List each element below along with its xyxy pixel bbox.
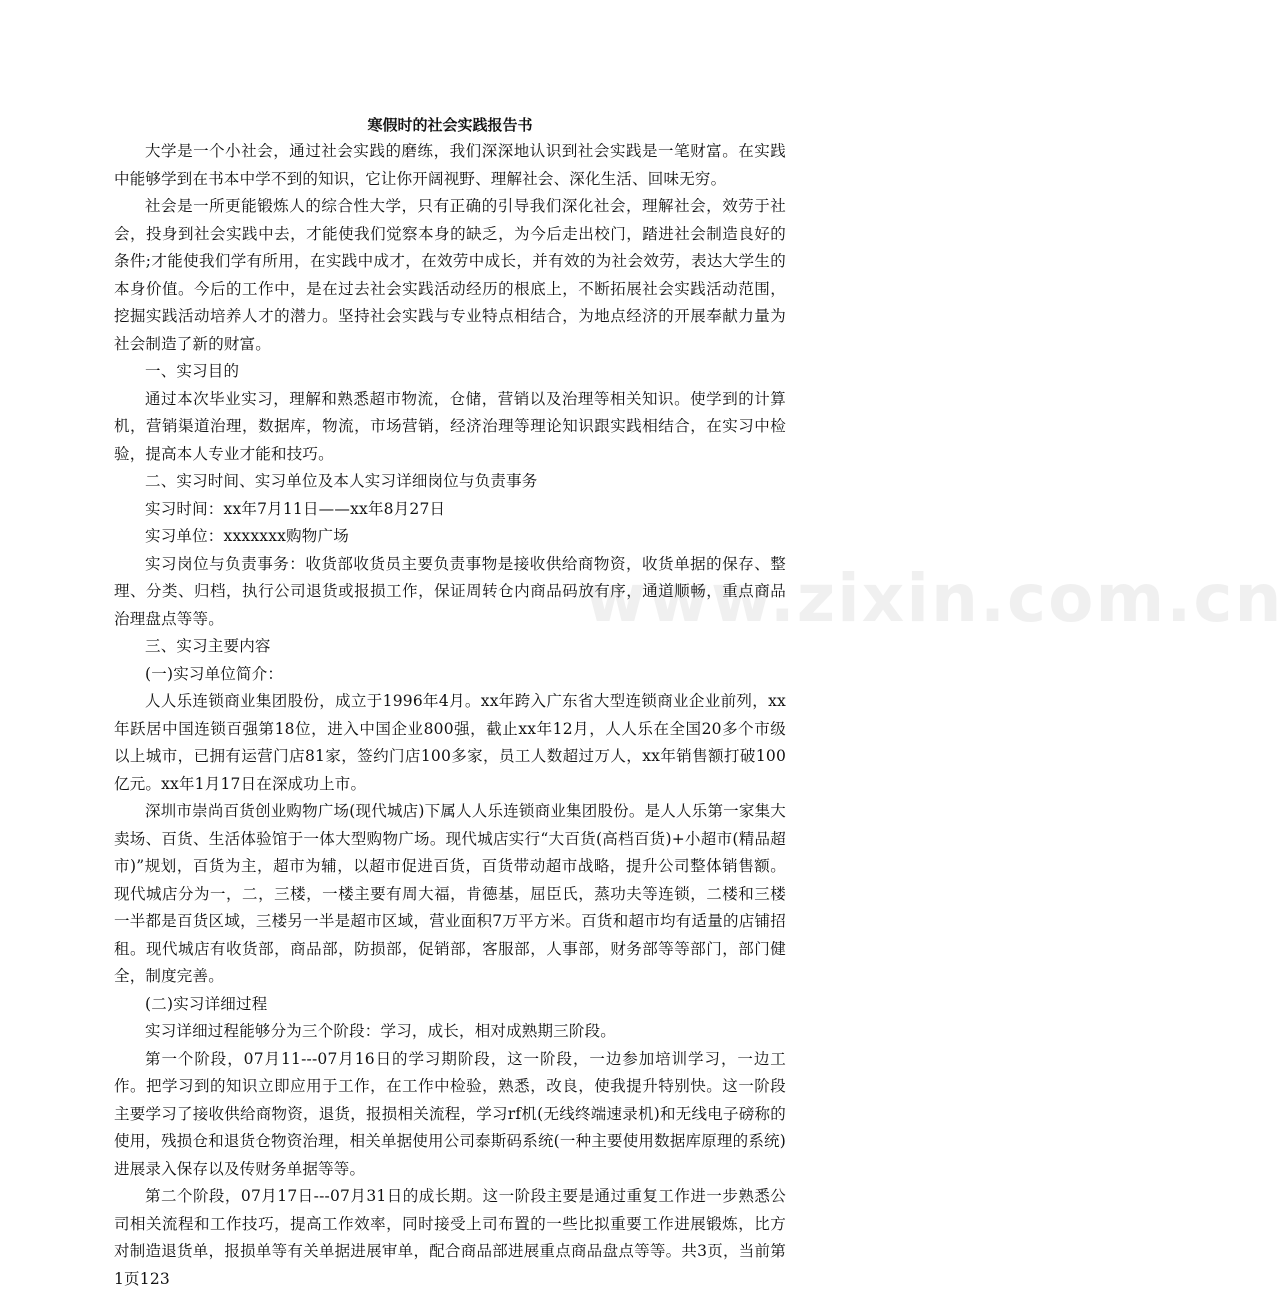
paragraph-stage-two: 第二个阶段，07月17日---07月31日的成长期。这一阶段主要是通过重复工作进一步熟悉公司相关流程和工作技巧，提高工作效率，同时接受上司布置的一些比拟重要工作进展锻炼，比方对制造退货单，报损单等有关单据进展审单，配合商品部进展重点商品盘点等等。共3页，当前第1页123 <box>114 1187 786 1288</box>
subsection-heading-process: (二)实习详细过程 <box>145 994 268 1013</box>
paragraph-company-intro: 人人乐连锁商业集团股份，成立于1996年4月。xx年跨入广东省大型连锁商业企业前列，xx年跃居中国连锁百强第18位，进入中国企业800强，截止xx年12月，人人乐在全国20多个市级以上城市，已拥有运营门店81家，签约门店100多家，员工人数超过万人，xx年销售额打破100亿元。xx年1月17日在深成功上市。 <box>114 692 786 793</box>
internship-unit: 实习单位：xxxxxxx购物广场 <box>145 527 349 545</box>
section-heading-time-unit: 二、实习时间、实习单位及本人实习详细岗位与负责事务 <box>145 472 538 490</box>
watermark: www.zixin.com.cn <box>585 560 1283 637</box>
paragraph-store-intro: 深圳市崇尚百货创业购物广场(现代城店)下属人人乐连锁商业集团股份。是人人乐第一家集大卖场、百货、生活体验馆于一体大型购物广场。现代城店实行“大百货(高档百货)+小超市(精品超市)”规划，百货为主，超市为辅，以超市促进百货，百货带动超市战略，提升公司整体销售额。现代城店分为一，二，三楼，一楼主要有周大福，肯德基，屈臣氏，蒸功夫等连锁，二楼和三楼一半都是百货区域，三楼另一半是超市区域，营业面积7万平方米。百货和超市均有适量的店铺招租。现代城店有收货部，商品部，防损部，促销部，客服部，人事部，财务部等等部门，部门健全，制度完善。 <box>114 802 786 985</box>
paragraph-stage-one: 第一个阶段，07月11---07月16日的学习期阶段，这一阶段，一边参加培训学习，一边工作。把学习到的知识立即应用于工作，在工作中检验，熟悉，改良，使我提升特别快。这一阶段主要学习了接收供给商物资，退货，报损相关流程，学习rf机(无线终端速录机)和无线电子磅称的使用，残损仓和退货仓物资治理，相关单据使用公司泰斯码系统(一种主要使用数据库原理的系统)进展录入保存以及传财务单据等等。 <box>114 1049 786 1178</box>
document-title: 寒假时的社会实践报告书 <box>367 116 533 134</box>
paragraph-society: 社会是一所更能锻炼人的综合性大学，只有正确的引导我们深化社会，理解社会，效劳于社会，投身到社会实践中去，才能使我们觉察本身的缺乏，为今后走出校门，踏进社会制造良好的条件;才能使我们学有所用，在实践中成才，在效劳中成长，并有效的为社会效劳，表达大学生的本身价值。今后的工作中，是在过去社会实践活动经历的根底上，不断拓展社会实践活动范围，挖掘实践活动培养人才的潜力。坚持社会实践与专业特点相结合，为地点经济的开展奉献力量为社会制造了新的财富。 <box>114 197 786 353</box>
document-body <box>114 112 786 1293</box>
paragraph-purpose: 通过本次毕业实习，理解和熟悉超市物流，仓储，营销以及治理等相关知识。使学到的计算机，营销渠道治理，数据库，物流，市场营销，经济治理等理论知识跟实践相结合，在实习中检验，提高本人专业才能和技巧。 <box>114 389 786 463</box>
subsection-heading-unit-intro: (一)实习单位简介： <box>145 664 284 683</box>
section-heading-content: 三、实习主要内容 <box>145 637 271 655</box>
paragraph-process-overview: 实习详细过程能够分为三个阶段：学习，成长，相对成熟期三阶段。 <box>145 1022 617 1040</box>
section-heading-purpose: 一、实习目的 <box>145 362 240 380</box>
paragraph-position-duties: 实习岗位与负责事务：收货部收货员主要负责事物是接收供给商物资，收货单据的保存、整理、分类、归档，执行公司退货或报损工作，保证周转仓内商品码放有序，通道顺畅，重点商品治理盘点等等。 <box>114 554 786 628</box>
paragraph-intro: 大学是一个小社会，通过社会实践的磨练，我们深深地认识到社会实践是一笔财富。在实践中能够学到在书本中学不到的知识，它让你开阔视野、理解社会、深化生活、回味无穷。 <box>114 142 786 188</box>
internship-time: 实习时间：xx年7月11日——xx年8月27日 <box>145 499 446 518</box>
